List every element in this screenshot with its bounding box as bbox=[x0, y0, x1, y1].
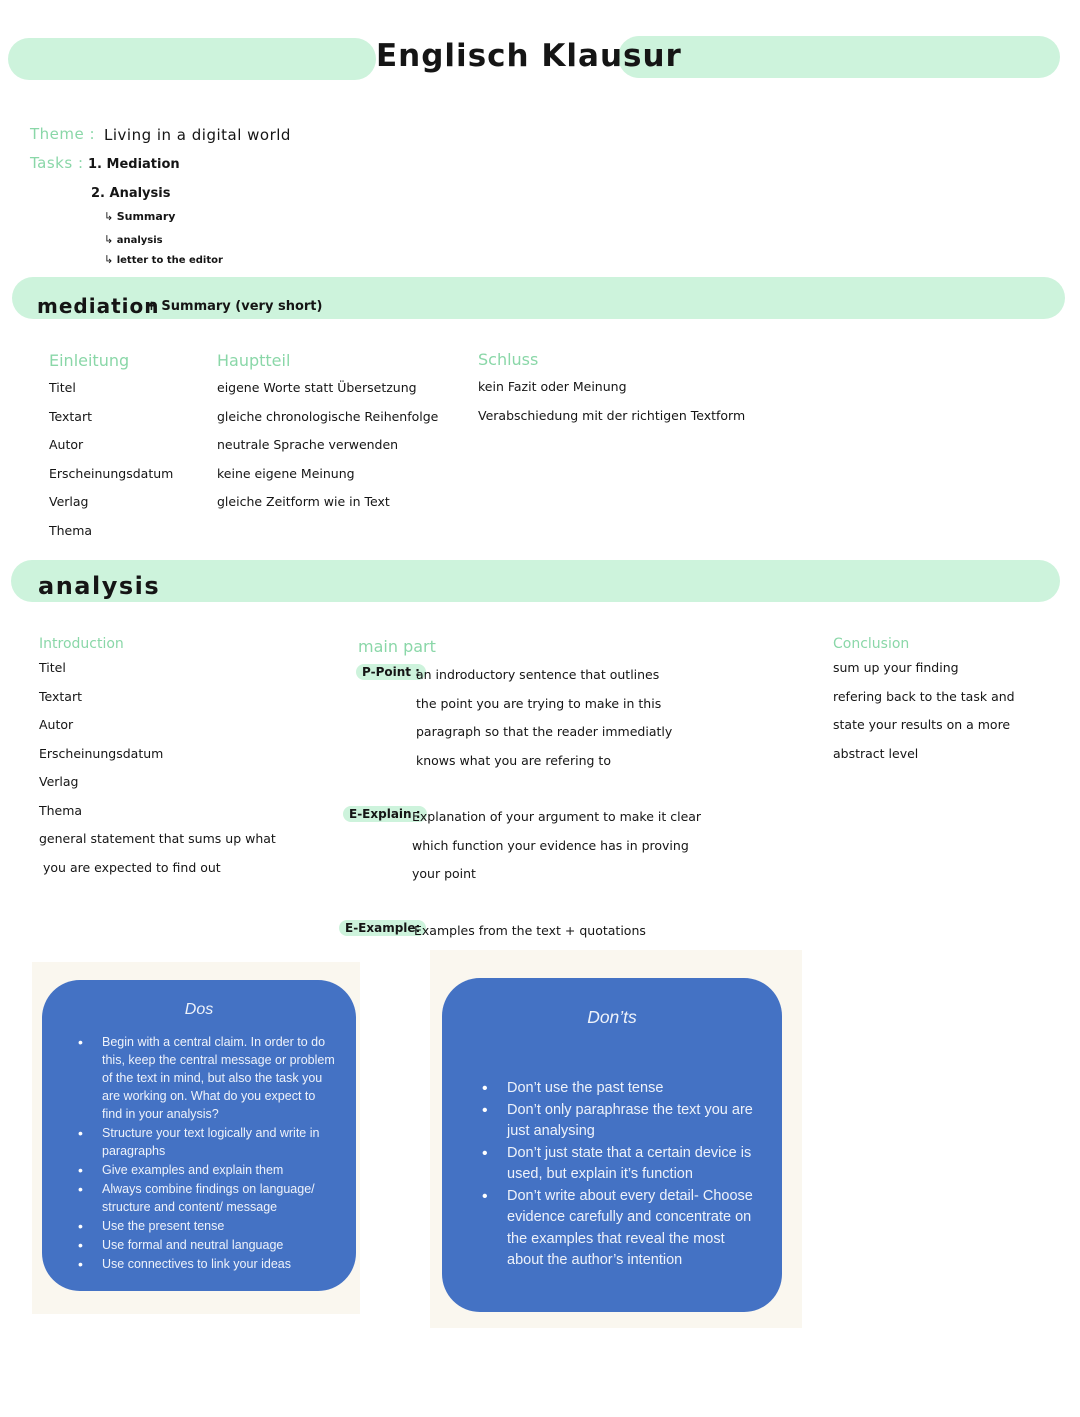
arrow-icon: ↳ bbox=[104, 253, 114, 266]
list-item: • Don’t write about every detail- Choose evidence carefully and concentrate on the examples that reveal the most about the author’s intention bbox=[442, 1186, 764, 1272]
list-item: abstract level bbox=[833, 745, 919, 761]
dos-list bbox=[42, 1033, 356, 1273]
donts-card bbox=[442, 978, 782, 1312]
column-title: Introduction bbox=[39, 636, 124, 652]
mediation-heading: mediation bbox=[37, 294, 160, 318]
mediation-column-einleitung bbox=[49, 351, 173, 545]
p-point-text bbox=[416, 661, 672, 775]
list-item: Textart bbox=[39, 688, 82, 704]
list-item: kein Fazit oder Meinung bbox=[478, 379, 627, 394]
list-item: Titel bbox=[49, 380, 76, 395]
list-item: Titel bbox=[39, 660, 66, 675]
mediation-note: + Summary (very short) bbox=[146, 299, 323, 314]
list-item: • Use the present tense bbox=[42, 1217, 338, 1235]
title-band-left bbox=[8, 38, 376, 80]
analysis-introduction bbox=[39, 636, 276, 882]
list-item: • Begin with a central claim. In order to do this, keep the central message or problem of the text in mind, but also the task you are working on. What do you expect to find in your analysis? bbox=[42, 1033, 338, 1123]
list-item: Thema bbox=[49, 522, 93, 538]
mediation-column-hauptteil bbox=[217, 351, 438, 517]
text-line: knows what you are refering to bbox=[416, 752, 611, 768]
list-item: • Use formal and neutral language bbox=[42, 1236, 338, 1254]
arrow-icon: ↳ bbox=[104, 210, 114, 223]
e-example-text bbox=[414, 917, 646, 946]
list-item: sum up your finding bbox=[833, 660, 959, 675]
title-band-right bbox=[618, 36, 1060, 78]
list-item: refering back to the task and bbox=[833, 688, 1015, 704]
list-item: • Structure your text logically and write in paragraphs bbox=[42, 1124, 338, 1160]
donts-list bbox=[442, 1078, 782, 1272]
mediation-column-schluss bbox=[478, 350, 745, 430]
column-title: Schluss bbox=[478, 350, 539, 369]
dos-title: Dos bbox=[184, 1001, 214, 1018]
list-item: • Don’t just state that a certain device is used, but explain it’s function bbox=[442, 1143, 764, 1186]
main-part-title: main part bbox=[358, 637, 436, 656]
list-item: keine eigene Meinung bbox=[217, 465, 355, 481]
list-item: Erscheinungsdatum bbox=[39, 745, 164, 761]
list-item: general statement that sums up what bbox=[39, 831, 276, 846]
list-item: gleiche Zeitform wie in Text bbox=[217, 494, 390, 509]
list-item: • Use connectives to link your ideas bbox=[42, 1255, 338, 1273]
text-line: Examples from the text + quotations bbox=[414, 923, 646, 938]
e-explain-tag: E-Explain : bbox=[343, 806, 427, 822]
list-item: • Give examples and explain them bbox=[42, 1161, 338, 1179]
list-item: • Don’t only paraphrase the text you are just analysing bbox=[442, 1100, 764, 1143]
list-item: • Always combine findings on language/ structure and content/ message bbox=[42, 1180, 338, 1216]
list-item: Erscheinungsdatum bbox=[49, 465, 174, 481]
theme-value: Living in a digital world bbox=[104, 126, 291, 144]
sub-task-item: ↳ analysis bbox=[104, 233, 163, 246]
e-example-tag: E-Example: bbox=[339, 920, 426, 936]
sub-task-item: ↳ letter to the editor bbox=[104, 253, 223, 266]
task-item: 1. Mediation bbox=[88, 157, 180, 172]
analysis-heading: analysis bbox=[38, 572, 161, 600]
list-item: gleiche chronologische Reihenfolge bbox=[217, 408, 439, 424]
list-item: Verlag bbox=[39, 774, 79, 789]
analysis-band bbox=[11, 560, 1060, 602]
list-item: Thema bbox=[39, 802, 83, 818]
e-explain-text bbox=[412, 803, 701, 889]
tasks-label: Tasks : bbox=[30, 154, 84, 172]
list-item: • Don’t use the past tense bbox=[442, 1078, 764, 1100]
list-item: you are expected to find out bbox=[43, 859, 221, 875]
text-line: your point bbox=[412, 866, 476, 881]
list-item: Autor bbox=[49, 437, 84, 452]
text-line: Explanation of your argument to make it clear bbox=[412, 809, 702, 824]
column-title: Einleitung bbox=[49, 351, 130, 370]
list-item: eigene Worte statt Übersetzung bbox=[217, 380, 417, 395]
p-point-tag: P-Point : bbox=[356, 664, 426, 680]
theme-label: Theme : bbox=[30, 125, 96, 143]
column-title: Conclusion bbox=[833, 636, 910, 652]
list-item: Verabschiedung mit der richtigen Textform bbox=[478, 407, 746, 423]
text-line: which function your evidence has in proving bbox=[412, 837, 689, 853]
text-line: an indroductory sentence that outlines bbox=[416, 667, 660, 682]
dos-card bbox=[42, 980, 356, 1291]
page-title: Englisch Klausur bbox=[376, 38, 682, 74]
sub-task-item: ↳ Summary bbox=[104, 210, 176, 223]
donts-title: Don’ts bbox=[587, 1007, 637, 1027]
analysis-conclusion bbox=[833, 636, 1015, 768]
list-item: Verlag bbox=[49, 494, 89, 509]
text-line: paragraph so that the reader immediatly bbox=[416, 724, 673, 739]
list-item: state your results on a more bbox=[833, 717, 1011, 732]
arrow-icon: ↳ bbox=[104, 233, 114, 246]
list-item: Textart bbox=[49, 408, 92, 424]
text-line: the point you are trying to make in this bbox=[416, 695, 662, 711]
column-title: Hauptteil bbox=[217, 351, 291, 370]
list-item: Autor bbox=[39, 717, 74, 732]
task-item: 2. Analysis bbox=[91, 186, 171, 201]
list-item: neutrale Sprache verwenden bbox=[217, 437, 399, 452]
